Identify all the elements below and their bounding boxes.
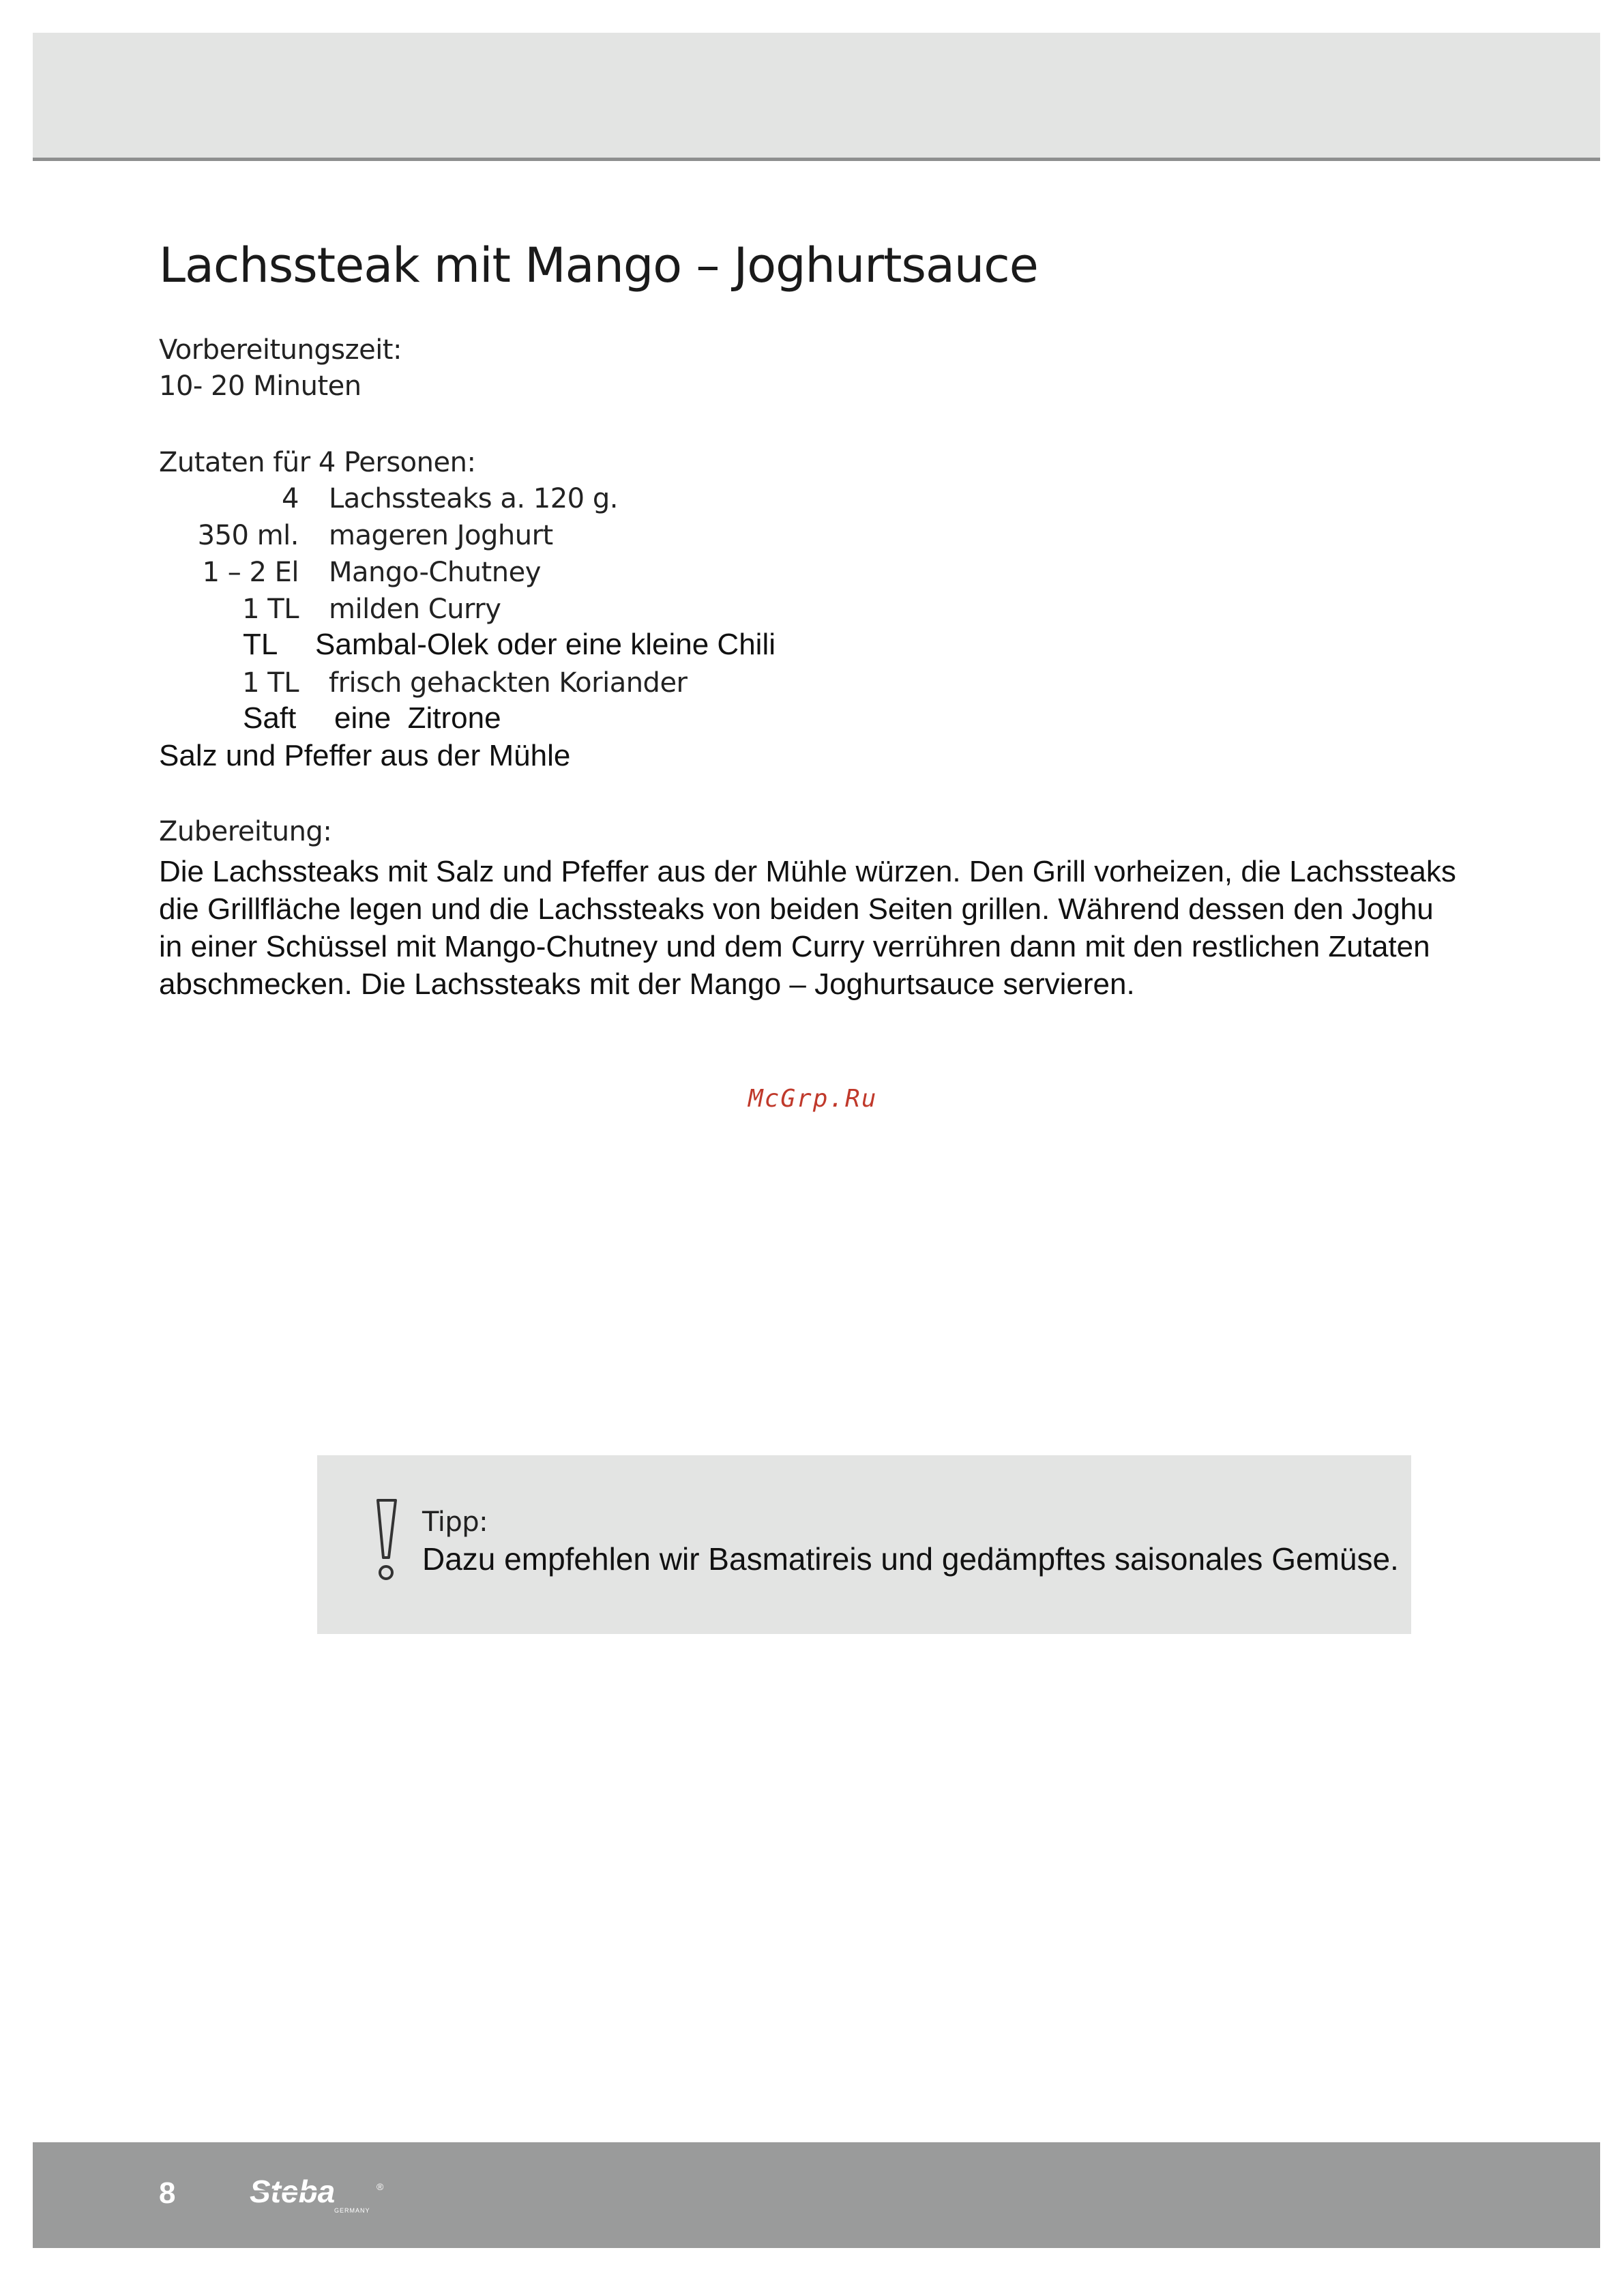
preparation-line: Die Lachssteaks mit Salz und Pfeffer aus der Mühle würzen. Den Grill vorheizen, die Lachssteaks <box>159 855 1456 888</box>
ingredient-item: Lachssteaks a. 120 g. <box>329 483 618 514</box>
preparation-text <box>159 853 1605 1003</box>
tip-text: Dazu empfehlen wir Basmatireis und gedämpftes saisonales Gemüse. <box>422 1541 1399 1577</box>
steba-logo <box>247 2175 411 2216</box>
ingredient-qty: 350 ml. <box>197 520 299 551</box>
header-band <box>33 33 1600 161</box>
logo-wordmark: Steba <box>250 2175 336 2209</box>
preparation-line: in einer Schüssel mit Mango-Chutney und dem Curry verrühren dann mit den restlichen Zutaten <box>159 930 1430 963</box>
ingredient-item: frisch gehackten Koriander <box>329 667 688 699</box>
ingredient-qty: Saft <box>243 701 297 735</box>
ingredient-qty: TL <box>243 628 278 661</box>
logo-subtitle: GERMANY <box>334 2207 370 2214</box>
ingredient-item: mageren Joghurt <box>329 520 553 551</box>
ingredient-qty: 1 TL <box>242 667 299 699</box>
ingredient-qty: 1 TL <box>242 594 299 625</box>
recipe-title: Lachssteak mit Mango – Joghurtsauce <box>159 237 1038 293</box>
prep-time-value: 10- 20 Minuten <box>159 370 361 402</box>
prep-time-label: Vorbereitungszeit: <box>159 334 402 366</box>
ingredient-item: Sambal-Olek oder eine kleine Chili <box>315 628 776 661</box>
exclamation-icon <box>372 1498 400 1583</box>
seasoning-line: Salz und Pfeffer aus der Mühle <box>159 739 571 772</box>
tip-label: Tipp: <box>422 1506 488 1538</box>
ingredient-item: Mango-Chutney <box>329 557 541 588</box>
preparation-label: Zubereitung: <box>159 816 332 847</box>
ingredient-qty: 1 – 2 El <box>202 557 299 588</box>
ingredients-label: Zutaten für 4 Personen: <box>159 447 476 478</box>
ingredient-item: milden Curry <box>329 594 501 625</box>
preparation-line: die Grillfläche legen und die Lachssteaks von beiden Seiten grillen. Während dessen den Joghu <box>159 892 1434 926</box>
svg-text:®: ® <box>377 2181 384 2192</box>
watermark: McGrp.Ru <box>748 1085 878 1113</box>
ingredient-qty: 4 <box>282 483 299 514</box>
ingredient-item: eine Zitrone <box>334 701 501 735</box>
preparation-line: abschmecken. Die Lachssteaks mit der Mango – Joghurtsauce servieren. <box>159 967 1135 1001</box>
page-number: 8 <box>159 2176 176 2210</box>
